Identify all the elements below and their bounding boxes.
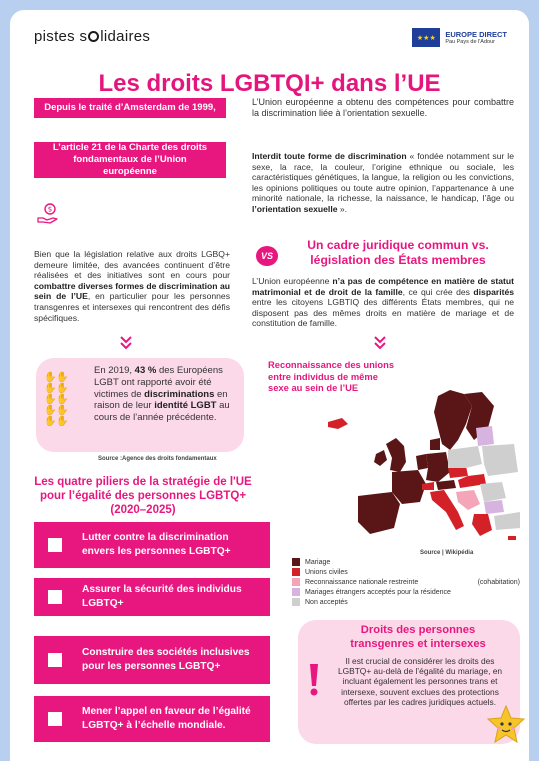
pillar-4: Mener l’appel en faveur de l’égalité LGBTQ+ à l’échelle mondiale.	[34, 696, 270, 742]
family-law-paragraph: L’Union européenne n’a pas de compétence en matière de statut matrimonial et de droit de la famille, ce qui crée des disparités entre les citoyens LGBTIQ des différents États membres, qui ne disposent pas des mêmes droits en matière de mariage et de constitution de famille.	[252, 276, 515, 329]
map-legend	[292, 557, 520, 607]
legal-framework-heading: Un cadre juridique commun vs. législation des États membres	[307, 238, 489, 267]
checkbox-icon	[48, 712, 62, 726]
legend-swatch	[292, 598, 300, 606]
versus-icon: VS	[256, 246, 278, 266]
intro-paragraph: Bien que la législation relative aux droits LGBQ+ demeure limitée, des avancées continuent d’être réalisées et des initiatives sont en cours pour combattre diverses formes de discrimination au sein de l’UE, en particulier pour les personnes transgenres et intersexes qui rencontrent des défis spécifiques.	[34, 249, 230, 323]
statistic-text: En 2019, 43 % des Européens LGBT ont rapporté avoir été victimes de discriminations en raison de leur identité LGBT au cours de l’année précédente.	[94, 365, 230, 424]
exclamation-icon	[306, 662, 322, 696]
transgender-rights-title: Droits des personnes transgenres et intersexes	[350, 624, 486, 650]
eu-logo-subtitle: Pau Pays de l'Adour	[445, 39, 495, 45]
legend-swatch	[292, 578, 300, 586]
page-title: Les droits LGBTQI+ dans l’UE	[98, 70, 441, 97]
map-source: Source | Wikipédia	[420, 550, 474, 556]
amsterdam-banner: Depuis le traité d’Amsterdam de 1999,	[34, 98, 226, 118]
europe-direct-logo	[412, 28, 507, 47]
europe-map	[288, 388, 520, 548]
legend-item: Non acceptés	[292, 597, 520, 607]
checkbox-icon	[48, 653, 62, 667]
legend-item: Mariages étrangers acceptés pour la résidence	[292, 587, 520, 597]
chevron-down-icon	[374, 336, 386, 350]
checkbox-icon	[48, 590, 62, 604]
svg-text:$: $	[47, 205, 53, 214]
charter-banner: L’article 21 de la Charte des droits fondamentaux de l’Union européenne	[34, 142, 226, 178]
eu-logo-title: EUROPE DIRECT	[445, 30, 507, 39]
eu-flag-icon: ★★★	[412, 28, 440, 47]
statistic-source: Source :Agence des droits fondamentaux	[98, 456, 217, 462]
pillar-3: Construire des sociétés inclusives pour les personnes LGBTQ+	[34, 636, 270, 684]
pillar-1: Lutter contre la discrimination envers les personnes LGBTQ+	[34, 522, 270, 568]
legend-swatch	[292, 588, 300, 596]
checkbox-icon	[48, 538, 62, 552]
legend-swatch	[292, 568, 300, 576]
chevron-down-icon	[120, 336, 132, 350]
pillar-2: Assurer la sécurité des individus LGBTQ+	[34, 578, 270, 616]
competence-paragraph: L’Union européenne a obtenu des compétences pour combattre la discrimination liée à l’orientation sexuelle.	[252, 97, 514, 118]
legend-item: Unions civiles	[292, 567, 520, 577]
transgender-rights-text: Il est crucial de considérer les droits des LGBTQ+ au-delà de l’égalité du mariage, en incluant également les personnes trans et intersexe, souvent exclues des protections offertes par les cadres juridiques actuels.	[337, 656, 503, 707]
mascot-illustration	[486, 702, 526, 748]
pillars-title: Les quatre piliers de la stratégie de l'UE pour l’égalité des personnes LGBTQ+ (2020–2025)	[34, 476, 252, 516]
map-title: Reconnaissance des unions entre individus de même sexe au sein de l’UE	[268, 359, 395, 394]
protection-hand-icon	[36, 202, 60, 226]
legend-item: Reconnaissance nationale restreinte (cohabitation)	[292, 577, 520, 587]
legend-item: Mariage	[292, 557, 520, 567]
raised-hands-icon: ✋ ✋ ✋ ✋ ✋ ✋ ✋ ✋ ✋ ✋	[44, 372, 69, 427]
brand-logo: pistes s lidaires	[34, 28, 151, 45]
legend-swatch	[292, 558, 300, 566]
infographic-page	[10, 10, 529, 761]
discrimination-paragraph: Interdit toute forme de discrimination « fondée notamment sur le sexe, la race, la couleur, l’origine ethnique ou sociale, les caractéristiques génétiques, la langue, la religion ou les convictions, les opinions politiques ou toute autre opinion, l’appartenance à une minorité nationale, la richesse, la naissance, le handicap, l’âge ou l’orientation sexuelle ».	[252, 151, 514, 214]
